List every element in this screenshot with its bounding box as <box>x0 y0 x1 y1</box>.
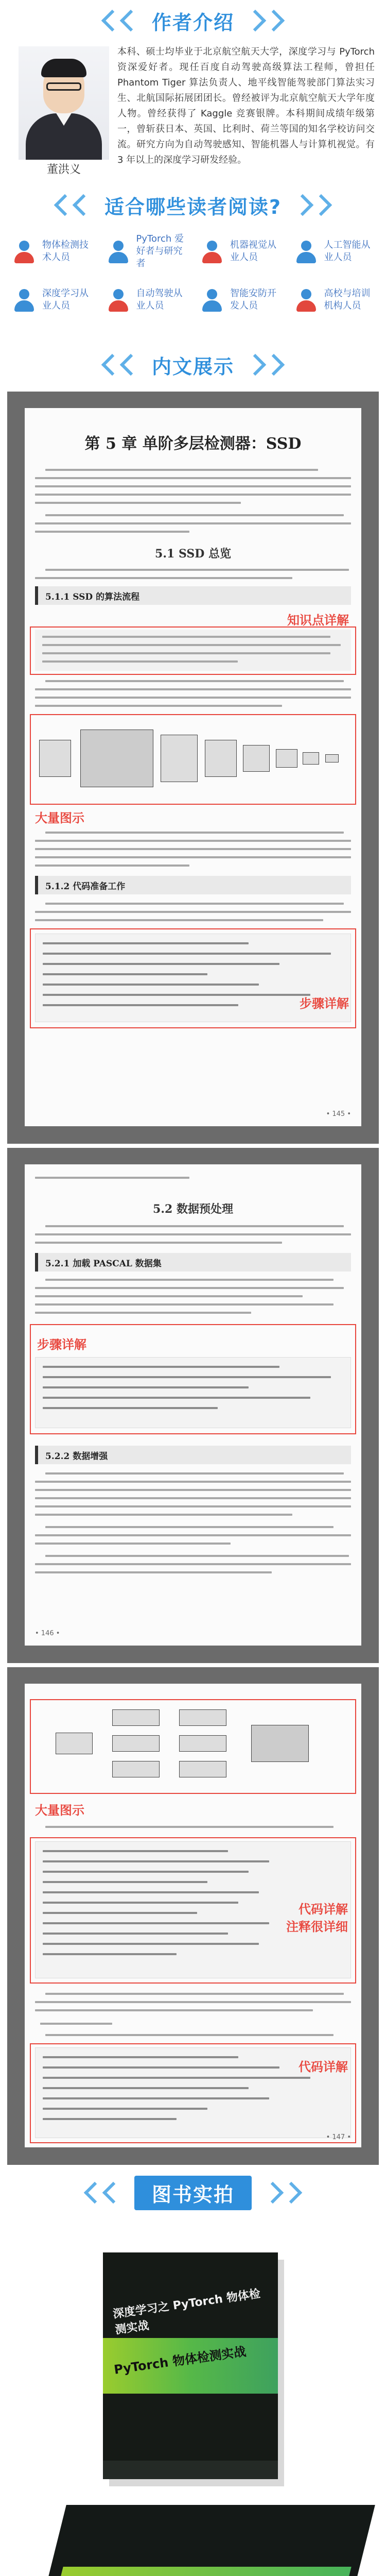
annotation-tag: 步骤详解 <box>300 996 349 1011</box>
photos-section-header <box>0 2172 386 2213</box>
author-bio: 本科、硕士均毕业于北京航空航天大学，深度学习与 PyTorch 资深爱好者。现任百度自动驾驶高级算法工程师，曾担任 Phantom Tiger 算法负责人、地平线智能驾驶部门算法实习生、北航国际拓展团团长。曾经被评为北京航空航天大学年度人物。曾经获得了 Kaggle 竞赛银牌。本科期间成绩年级第一，曾斩获日本、英国、比利时、荷兰等国的知名学校访问交流。研究方向为自动驾驶感知、智能机器人与计算机视觉。有 3 年以上的深度学习研发经验。 <box>117 46 375 165</box>
annotation-tag: 大量图示 <box>35 811 84 825</box>
book-side-photo <box>28 2505 355 2576</box>
page-number: • 145 • <box>326 1110 351 1118</box>
person-icon <box>200 240 224 263</box>
annotation-tag: 注释很详细 <box>286 1920 348 1934</box>
person-icon <box>12 288 36 312</box>
book-cover-title: 深度学习之 PyTorch 物体检测实战 <box>112 2287 261 2337</box>
author-name: 董洪义 <box>46 163 81 176</box>
book-page-3 <box>7 1667 379 2165</box>
chevrons-right-icon <box>295 197 329 213</box>
reader-label: 物体检测技术人员 <box>42 240 89 263</box>
reader-item <box>5 233 99 270</box>
reader-item <box>193 287 287 312</box>
chevrons-left-icon <box>57 197 91 213</box>
reader-item <box>99 233 194 270</box>
book-photo-area <box>0 2221 386 2576</box>
author-portrait <box>19 46 109 160</box>
person-icon <box>12 240 36 263</box>
annotation-tag: 大量图示 <box>35 1803 84 1818</box>
annotation-tag: 步骤详解 <box>37 1337 86 1352</box>
page-number: • 146 • <box>35 1630 60 1637</box>
chevrons-left-icon <box>104 13 138 28</box>
readers-section-header <box>0 184 386 226</box>
person-icon <box>200 288 224 312</box>
book-page-1 <box>7 392 379 1144</box>
book-page-2 <box>7 1148 379 1663</box>
content-section-title: 内文展示 <box>151 355 234 378</box>
annotation-tag: 知识点详解 <box>287 613 349 628</box>
photos-section-title: 图书实拍 <box>134 2176 252 2210</box>
chevrons-left-icon <box>104 357 138 372</box>
subsection-heading: 5.2.2 数据增强 <box>35 1446 351 1464</box>
subsection-heading: 5.1.1 SSD 的算法流程 <box>35 586 351 605</box>
page-number: • 147 • <box>326 2133 351 2141</box>
reader-label: 深度学习从业人员 <box>42 288 89 311</box>
readers-section-title: 适合哪些读者阅读? <box>104 195 282 218</box>
reader-label: 机器视觉从业人员 <box>230 240 276 263</box>
reader-label: PyTorch 爱好者与研究者 <box>136 233 184 269</box>
subsection-heading: 5.1.2 代码准备工作 <box>35 876 351 894</box>
author-section-header <box>0 0 386 41</box>
annotation-tag: 代码详解 <box>299 2060 348 2074</box>
annotation-box <box>30 714 356 805</box>
reader-list <box>5 233 381 312</box>
reader-item <box>193 233 287 270</box>
reader-item <box>287 287 381 312</box>
subsection-heading: 5.2.1 加载 PASCAL 数据集 <box>35 1253 351 1272</box>
person-icon <box>107 288 130 312</box>
reader-label: 人工智能从业人员 <box>324 240 371 263</box>
section-title: 5.2 数据预处理 <box>153 1202 233 1216</box>
chevrons-right-icon <box>248 357 282 372</box>
reader-item <box>5 287 99 312</box>
section-title: 5.1 SSD 总览 <box>155 547 231 561</box>
chevrons-right-icon <box>265 2185 299 2200</box>
annotation-tag: 代码详解 <box>299 1902 348 1917</box>
book-cover-photo <box>103 2252 278 2479</box>
reader-label: 高校与培训机构人员 <box>324 288 371 311</box>
reader-item <box>287 233 381 270</box>
book-cover-band-text: PyTorch 物体检测实战 <box>113 2344 247 2377</box>
annotation-box <box>30 1699 356 1794</box>
chapter-title: 第 5 章 单阶多层检测器：SSD <box>84 435 302 453</box>
person-icon <box>294 288 318 312</box>
reader-label: 智能安防开发人员 <box>230 288 276 311</box>
chevrons-right-icon <box>248 13 282 28</box>
content-section-header <box>0 344 386 385</box>
person-icon <box>294 240 318 263</box>
reader-label: 自动驾驶从业人员 <box>136 288 183 311</box>
reader-item <box>99 287 194 312</box>
chevrons-left-icon <box>87 2185 121 2200</box>
author-section-title: 作者介绍 <box>151 11 234 34</box>
person-icon <box>107 240 130 263</box>
